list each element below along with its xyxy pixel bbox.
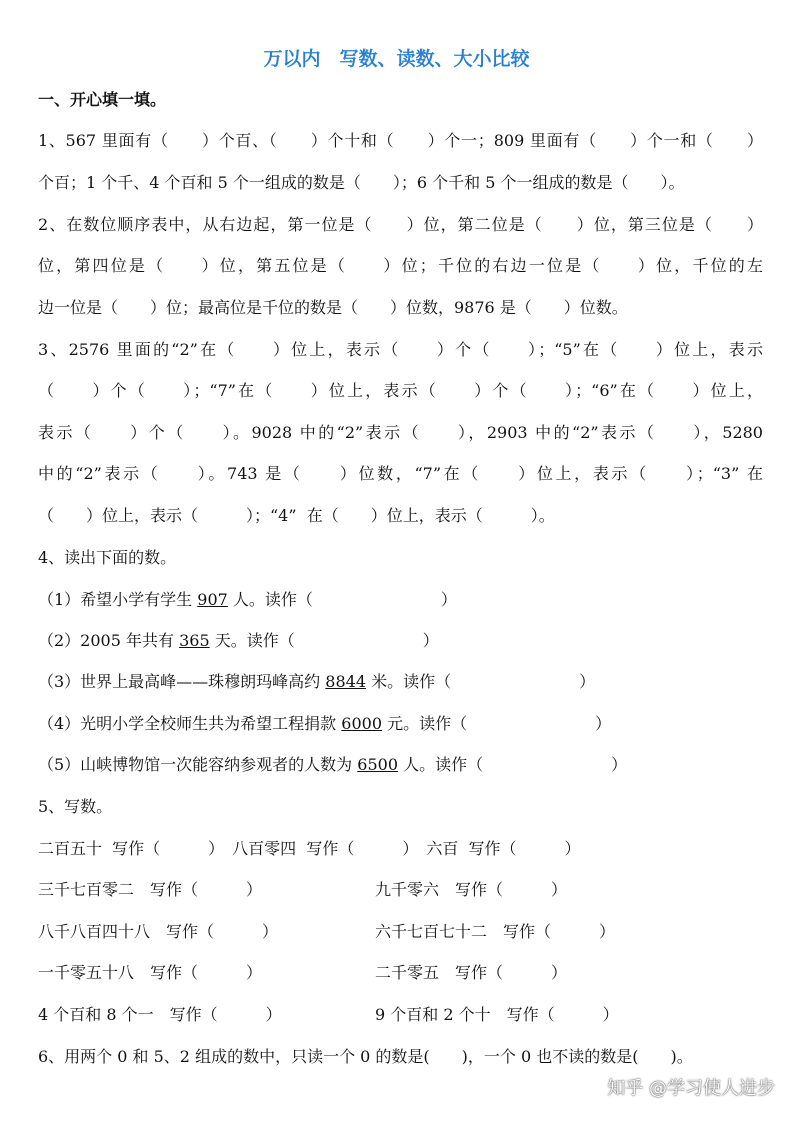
item-text: 天。读作（ ） <box>209 631 439 650</box>
watermark: 知乎 @学习使人进步 <box>607 1078 775 1099</box>
question-5-left-2: 八千八百四十八 写作（ ） <box>38 922 279 941</box>
item-text: 人。读作（ ） <box>398 755 628 774</box>
item-text: （2）2005 年共有 <box>38 631 180 650</box>
underlined-number: 907 <box>197 590 228 609</box>
question-4-item-3 <box>38 670 763 694</box>
question-5-right-3: 二千零五 写作（ ） <box>375 963 568 982</box>
item-text: （4）光明小学全校师生共为希望工程捐款 <box>38 714 342 733</box>
section-heading: 一、开心填一填。 <box>38 90 167 109</box>
item-text: 元。读作（ ） <box>382 714 612 733</box>
question-4-item-1 <box>38 588 763 612</box>
item-text: （5）山峡博物馆一次能容纳参观者的人数为 <box>38 755 358 774</box>
question-4-item-2 <box>38 629 763 653</box>
question-5-right-1: 九千零六 写作（ ） <box>375 880 568 899</box>
question-5-right-4: 9 个百和 2 个十 写作（ ） <box>375 1005 619 1024</box>
item-text: 米。读作（ ） <box>366 672 596 691</box>
question-4-item-5 <box>38 753 763 777</box>
question-2-line-1: 2、在数位顺序表中，从右边起，第一位是（ ）位，第二位是（ ）位，第三位是（ ） <box>38 215 763 234</box>
item-text: 人。读作（ ） <box>227 590 457 609</box>
page-title: 万以内 写数、读数、大小比较 <box>263 48 530 70</box>
question-5-left-1: 三千七百零二 写作（ ） <box>38 880 263 899</box>
question-2-line-3: 边一位是（ ）位；最高位是千位的数是（ ）位数，9876 是（ ）位数。 <box>38 298 628 317</box>
item-text: （1）希望小学有学生 <box>38 590 198 609</box>
question-3-line-1: 3、2576 里面的“2”在（ ）位上，表示（ ）个（ ）；“5”在（ ）位上，表示 <box>38 340 763 359</box>
question-1-line-1: 1、567 里面有（ ）个百、（ ）个十和（ ）个一；809 里面有（ ）个一和（ ） <box>38 131 763 150</box>
item-text: （3）世界上最高峰——珠穆朗玛峰高约 <box>38 672 326 691</box>
question-4-title: 4、读出下面的数。 <box>38 548 177 567</box>
question-5-left-3: 一千零五十八 写作（ ） <box>38 963 263 982</box>
question-5-right-2: 六千七百七十二 写作（ ） <box>375 922 616 941</box>
question-3-line-3: 表示（ ）个（ ）。9028 中的“2”表示（ ），2903 中的“2”表示（ ），5280 <box>38 423 763 442</box>
question-4-item-4 <box>38 712 763 736</box>
question-5-row-1: 二百五十 写作（ ） 八百零四 写作（ ） 六百 写作（ ） <box>38 839 581 858</box>
question-2-line-2: 位，第四位是（ ）位，第五位是（ ）位；千位的右边一位是（ ）位，千位的左 <box>38 256 763 275</box>
question-3-line-4: 中的“2”表示（ ）。743 是（ ）位数，“7”在（ ）位上，表示（ ）；“3” 在 <box>38 464 763 483</box>
question-3-line-2: （ ）个（ ）；“7”在（ ）位上，表示（ ）个（ ）；“6”在（ ）位上， <box>38 381 763 400</box>
question-1-line-2: 个百；1 个千、4 个百和 5 个一组成的数是（ ）；6 个千和 5 个一组成的数是（ ）。 <box>38 173 685 192</box>
question-5-title: 5、写数。 <box>38 797 113 816</box>
underlined-number: 6500 <box>357 755 398 774</box>
question-6: 6、用两个 0 和 5、2 组成的数中，只读一个 0 的数是( )，一个 0 也不读的数是( )。 <box>38 1047 693 1066</box>
question-5-left-4: 4 个百和 8 个一 写作（ ） <box>38 1005 282 1024</box>
underlined-number: 6000 <box>341 714 382 733</box>
underlined-number: 365 <box>179 631 210 650</box>
question-3-line-5: （ ）位上，表示（ ）；“4” 在（ ）位上，表示（ ）。 <box>38 506 555 525</box>
underlined-number: 8844 <box>325 672 366 691</box>
